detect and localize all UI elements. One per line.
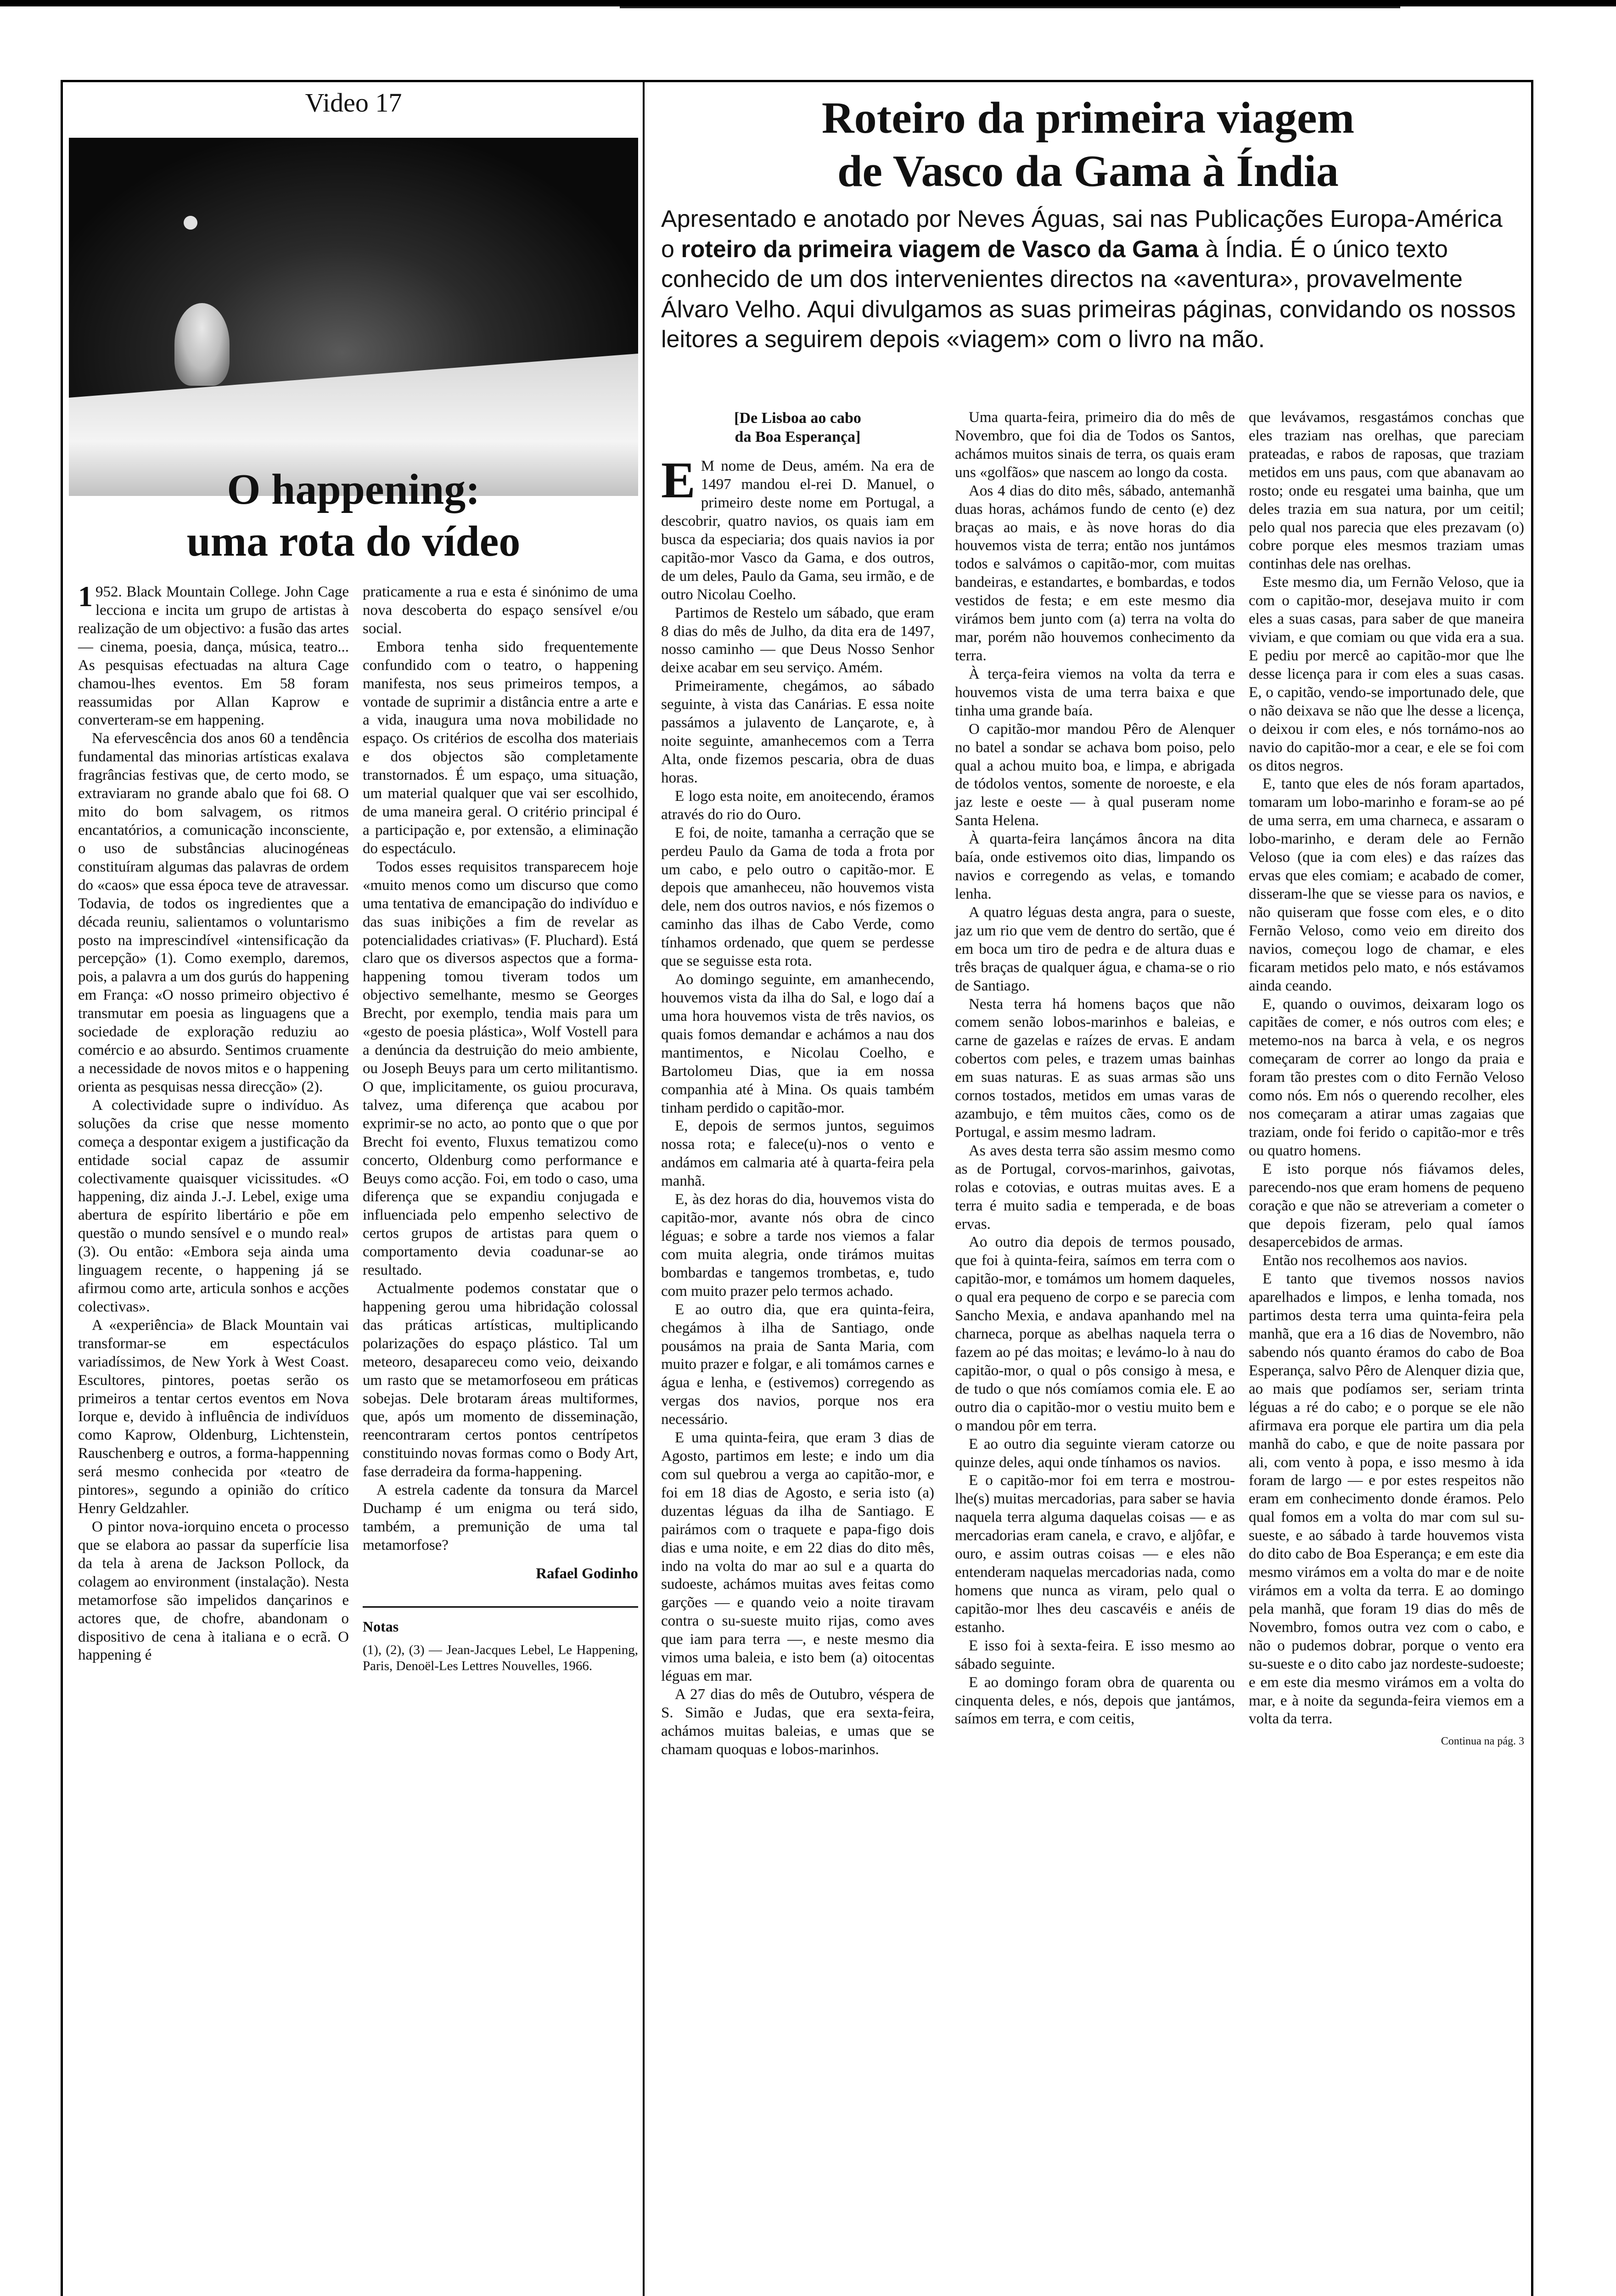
notes-title: Notas [363,1618,399,1635]
frame-border-right [1531,80,1533,2296]
notes-box [363,1606,638,1674]
paragraph: As aves desta terra são assim mesmo como as de Portugal, corvos-marinhos, gaivotas, rolas e cotovias, e outras muitas aves. E a terra é muito sadia e temperada, e de boas ervas. [955,1142,1235,1232]
paragraph: Actualmente podemos constatar que o happening gerou uma hibridação colossal das práticas artísticas, multiplicando polarizações do espaço plástico. Tal um meteoro, desapareceu como veio, deixando um rasto que se metamorfoseou em práticas sobejas. Dele brotaram áreas multiformes, que, após um momento de disseminação, reencontraram certos pontos centrípetos constituindo novas formas como o Body Art, fase derradeira da forma-happening. [363,1280,638,1480]
paragraph: Uma quarta-feira, primeiro dia do mês de Novembro, que foi dia de Todos os Santos, achámos muitos sinais de terra, os quais eram uns «golfãos» que nascem ao longo da costa. [955,409,1235,481]
paragraph: E, tanto que eles de nós foram apartados, tomaram um lobo-marinho e foram-se ao pé de uma serra, em uma charneca, e assaram o lobo-marinho, e deram dele ao Fernão Veloso (que ia com eles) e das raízes das ervas que eles comiam; e acabado de comer, disseram-lhe que se viesse para os navios, e não quiseram que fosse com eles, e o dito Fernão Veloso, como veio em direito dos navios, começou logo de chamar, e eles ficaram metidos pelo mato, e nós estávamos ainda ceando. [1249,776,1524,994]
paragraph: A quatro léguas desta angra, para o sueste, jaz um rio que vem de dentro do sertão, que é em boca um tiro de pedra e de altura duas e três braças de qualquer água, e chama-se o rio de Santiago. [955,904,1235,994]
paragraph: E foi, de noite, tamanha a cerração que se perdeu Paulo da Gama de toda a frota por um cabo, e pelo outro o capitão-mor. E depois que amanheceu, não houvemos vista dele, nem dos outros navios, e nós fizemos o caminho das ilhas de Cabo Verde, como tínhamos ordenado, que quem se perdesse que se seguisse esta rota. [661,824,934,970]
right-column-1 [661,409,934,1759]
left-headline-line1: O happening: [227,466,480,513]
paragraph: Embora tenha sido frequentemente confundido com o teatro, o happening manifesta, nos seus primeiros tempos, a vontade de suprimir a distância entre a arte e a vida, inaugura uma nova mobilidade no espaço. Os critérios de escolha dos materiais e dos objectos são completamente transtornados. É um espaço, uma situação, um material qualquer que vai ser escolhido, de uma maneira geral. O critério principal é a participação e, por extensão, a eliminação do espectáculo. [363,638,638,857]
right-headline-line2: de Vasco da Gama à Índia [837,146,1339,196]
lead-bold: roteiro da primeira viagem de Vasco da Gama [681,236,1199,263]
section-kicker: Video 17 [305,88,402,118]
paragraph: E isso foi à sexta-feira. E isso mesmo ao sábado seguinte. [955,1637,1235,1672]
paragraph: que levávamos, resgastámos conchas que eles traziam nas orelhas, que pareciam prateadas, e rabos de raposas, que traziam metidos em uns paus, com que abanavam ao rosto; onde eu resgatei uma bainha, que um deles trazia em sua natura, por um ceitil; pelo qual nos parecia que eles prezavam (o) cobre porque eles mesmos traziam umas continhas dele nas orelhas. [1249,409,1524,573]
right-headline [652,92,1524,198]
notes-text: (1), (2), (3) — Jean-Jacques Lebel, Le Happening, Paris, Denoël-Les Lettres Nouvelles, 1966. [363,1642,638,1673]
photo-seated-figure [174,303,230,386]
paragraph: Então nos recolhemos aos navios. [1262,1252,1468,1269]
paragraph: E uma quinta-feira, que eram 3 dias de Agosto, partimos em leste; e indo um dia com sul quebrou a verga ao capitão-mor, e foi em 18 dias de Agosto, e seria isto (a) duzentas léguas da ilha de Santiago. E pairámos com o traquete e papa-figo dois dias e uma noite, e em 22 dias do dito mês, indo na volta do mar ao sul e a quarta do sudoeste, achámos muitas aves feitas como garções — e quando veio a noite tiravam contra o su-sueste muito rijas, como aves que iam para terra —, e neste mesmo dia vimos uma baleia, e isto bem (a) oitocentas léguas em mar. [661,1429,934,1685]
right-headline-line1: Roteiro da primeira viagem [821,93,1355,143]
paragraph: E ao outro dia, que era quinta-feira, chegámos à ilha de Santiago, onde pousámos na praia de Santa Maria, com muito prazer e folgar, e ali tomámos carnes e água e lenha, e (estivemos) corregendo as vergas dos navios, porque nos era necessário. [661,1301,934,1428]
photo-light-spot [184,216,197,230]
paragraph: Todos esses requisitos transparecem hoje «muito menos como um discurso que como uma tentativa de emancipação do indivíduo e das suas inibições a fim de revelar as potencialidades criativas» (F. Pluchard). Está claro que os diversos aspectos que a forma-happening tomou tiveram todos um objectivo semelhante, mesmo se Georges Brecht, por exemplo, tendia mais para um «gesto de poesia plástica», Wolf Vostell para a denúncia da destruição do meio ambiente, ou Joseph Beuys para um certo militantismo. O que, implicitamente, os guiou procurava, talvez, uma diferença que acabou por exprimir-se no acto, ao ponto que o que por Brecht foi evento, Fluxus tematizou como concerto, Oldenburg como performance e Beuys como acção. Foi, em todo o caso, uma diferença que se expandiu conjugada e influenciada pelo empenho selectivo de certos grupos de artistas para quem o comportamento devia coadunar-se ao resultado. [363,858,638,1279]
paragraph [78,580,349,730]
paragraph-text: 952. Black Mountain College. John Cage lecciona e incita um grupo de artistas à realização de um objectivo: a fusão das artes — cinema, poesia, dança, música, teatro... As pesquisas efectuadas na altura Cage chamou-lhes eventos. Em 58 foram reassumidas por Allan Kaprow e converteram-se em happening. [78,584,349,729]
column-divider [643,80,645,2296]
paragraph: Primeiramente, chegámos, ao sábado seguinte, à vista das Canárias. E essa noite passámos a julavento de Lançarote, e, à noite seguinte, amanhecemos com a Terra Alta, onde fizemos pescaria, obra de duas horas. [661,678,934,786]
lead-text: Apresentado e anotado por Neves Águas, sai nas Publicações Europa-América o [661,206,1503,263]
left-column-2 [363,583,638,1674]
paragraph: E tanto que tivemos nossos navios aparelhados e limpos, e lenha tomada, nos partimos desta terra uma quinta-feira pela manhã, que era a 16 dias de Novembro, não sabendo nós quanto éramos do cabo de Boa Esperança, salvo Pêro de Alenquer dizia que, ao mais que podíamos ser, seriam trinta léguas a ré do cabo; e o porque se ele não afirmava era porque ele partira um dia pela manhã do cabo, e que de noite passara por ali, com vento à popa, e isso mesmo à ida foram de largo — e por estes respeitos não eram em conhecimento donde éramos. Pelo qual fomos em a volta do mar com sul su-sueste, e ao sábado à tarde houvemos vista do dito cabo de Boa Esperança; e em este dia mesmo virámos em a volta do mar e de noite virámos em a volta da terra. E ao domingo pela manhã, que foram 19 dias do mês de Novembro, fomos outra vez com o cabo, e não o pudemos dobrar, porque o vento era su-sueste e o dito cabo jaz nordeste-sudoeste; e em este dia mesmo virámos em a volta do mar, e à noite da segunda-feira viemos em a volta da terra. [1249,1271,1524,1728]
paragraph: À terça-feira viemos na volta da terra e houvemos vista de uma terra baixa e que tinha uma grande baía. [955,665,1235,719]
right-column-2 [955,409,1235,1728]
paragraph: Partimos de Restelo um sábado, que eram 8 dias do mês de Julho, da dita era de 1497, nosso caminho — que Deus Nosso Senhor deixe acabar em seu serviço. Amém. [661,604,934,676]
paragraph: A 27 dias do mês de Outubro, véspera de S. Simão e Judas, que era sexta-feira, achámos muitas baleias, e umas que se chamam quoquas e lobos-marinhos. [661,1686,934,1758]
paragraph: E, quando o ouvimos, deixaram logo os capitães de comer, e nós outros com eles; e metemo-nos na barca à vela, e os negros começaram de correr ao longo da praia e foram tão prestes com o dito Fernão Veloso como nós. Em nós o querendo recolher, eles nos começaram a atirar umas zagaias que traziam, onde foi ferido o capitão-mor e três ou quatro homens. [1249,996,1524,1159]
paragraph: Ao outro dia depois de termos pousado, que foi à quinta-feira, saímos em terra com o capitão-mor, e tomámos um homem daqueles, o qual era pequeno de corpo e se parecia com Sancho Mexia, e andava apanhando mel na charneca, porque as abelhas naquela terra o fazem ao pé das moitas; e levámo-lo à nau do capitão-mor, o qual o pôs consigo à mesa, e de tudo o que nós comíamos comia ele. E ao outro dia o capitão-mor o vestiu muito bem e o mandou pôr em terra. [955,1234,1235,1434]
right-column-3 [1249,409,1524,1748]
paragraph: Este mesmo dia, um Fernão Veloso, que ia com o capitão-mor, desejava muito ir com eles a suas casas, para saber de que maneira viviam, e que comiam ou que vida era a sua. E pediu por mercê ao capitão-mor que lhe desse licença para ir com eles a suas casas. E, o capitão, vendo-se importunado dele, que o não deixava se não que lhe desse a licença, o deixou ir com eles, e nós tornámo-nos ao navio do capitão-mor a cear, e ele se foi com os ditos negros. [1249,574,1524,774]
paragraph: E, depois de sermos juntos, seguimos nossa rota; e falece(u)-nos o vento e andámos em calmaria até à quarta-feira pela manhã. [661,1118,934,1190]
paragraph: A estrela cadente da tonsura da Marcel Duchamp é um enigma ou terá sido, também, a premunição de uma tal metamorfose? [363,1482,638,1553]
article-lead [661,204,1520,355]
subhead-line2: da Boa Esperança] [735,428,861,446]
paragraph: A «experiência» de Black Mountain vai transformar-se em espectáculos variadíssimos, de New York à West Coast. Escultores, pintores, poetas serão os primeiros a tentar certos eventos em Nova Iorque e, devido à influência de indivíduos como Kaprow, Oldenburg, Lichtenstein, Rauschenberg e outros, a forma-happenning será mesmo conhecida por «teatro de pintores», segundo a opinião do crítico Henry Geldzahler. [78,1317,349,1517]
paragraph: E ao domingo foram obra de quarenta ou cinquenta deles, e nós, depois que jantámos, saímos em terra, e com ceitis, [955,1674,1235,1728]
left-headline-line2: uma rota do vídeo [186,517,521,565]
paragraph: A colectividade supre o indivíduo. As soluções da crise que nesse momento começa a despontar exigem a justificação da entidade social capaz de assumir colectivamente quaisquer vicissitudes. «O happening, diz ainda J.-J. Lebel, exige uma abertura de espírito libertário e põe em questão o mundo sensível e o mundo real» (3). Ou então: «Embora seja ainda uma linguagem recente, o happening já se afirmou como arte, articula sonhos e acções colectivas». [78,1097,349,1315]
paragraph: Nesta terra há homens baços que não comem senão lobos-marinhos e baleias, e carne de gazelas e raízes de ervas. E andam cobertos com peles, e trazem umas bainhas em suas naturas. E as suas armas são uns cornos tostados, metidos em umas varas de azambujo, e têm muitos cães, como os de Portugal, e assim mesmo ladram. [955,996,1235,1141]
paragraph: O pintor nova-iorquino enceta o processo que se elabora ao passar da superfície lisa da tela à arena de Jackson Pollock, da colagem ao environment (instalação). Nesta metamorfose são impelidos dançarinos e actores que, de chofre, abandonam o dispositivo de cena à italiana e o ecrã. O happening é [78,1519,349,1664]
paragraph: O capitão-mor mandou Pêro de Alenquer no batel a sondar se achava bom poiso, pelo qual a achou muito boa, e limpa, e abrigada de tódolos ventos, somente de noroeste, e ela jaz leste e oeste — à qual puseram nome Santa Helena. [955,720,1235,829]
paragraph [661,452,934,604]
drop-number: 1 [78,580,93,613]
left-column-1 [78,580,349,1665]
frame-border-left [61,80,63,2296]
scan-edge-line [620,6,1400,8]
paragraph: E logo esta noite, em anoitecendo, éramos através do rio do Ouro. [661,788,934,823]
paragraph: E o capitão-mor foi em terra e mostrou-lhe(s) muitas mercadorias, para saber se havia naquela terra alguma daquelas coisas — e as mercadorias eram canela, e cravo, e aljôfar, e ouro, e assim outras coisas — e eles não entenderam naquelas mercadorias nada, como homens que nunca as viram, pelo qual o capitão-mor lhes deu cascavéis e anéis de estanho. [955,1472,1235,1636]
subhead-line1: [De Lisboa ao cabo [734,410,861,427]
paragraph: E isto porque nós fiávamos deles, parecendo-nos que eram homens de pequeno coração e que não se atreveriam a cometer o que depois fizeram, pelo qual íamos desapercebidos de armas. [1249,1160,1524,1251]
paragraph: E, às dez horas do dia, houvemos vista do capitão-mor, avante nós obra de cinco léguas; e sobre a tarde nos viemos a falar com muita alegria, onde tirámos muitas bombardas e tangemos trombetas, e, tudo com muito prazer pelo termos achado. [661,1191,934,1300]
frame-border-top [61,80,1533,82]
scan-edge-top [0,0,1616,6]
left-headline [69,464,638,568]
paragraph: À quarta-feira lançámos âncora na dita baía, onde estivemos oito dias, limpando os navios e corregendo as velas, e tomando lenha. [955,831,1235,902]
paragraph: Na efervescência dos anos 60 a tendência fundamental das minorias artísticas exalava fragrâncias festivas que, de certo modo, se extraviaram no grande abalo que foi 68. O mito do bom salvagem, os ritmos encantatórios, a comunicação inconsciente, o uso de substâncias alucinogéneas constituíram algumas das palavras de ordem do «caos» que essa época teve de atravessar. Todavia, de todos os ingredientes que a década reuniu, salientamos o voluntarismo posto na imprescindível «intensificação da percepção» (1). Como exemplo, daremos, pois, a palavra a um dos gurús do happening em França: «O nosso primeiro objectivo é transmutar em poesia as linguagens que a sociedade de exploração reduziu ao comércio e ao absurdo. Sentimos cruamente a necessidade de novos mitos e o happening orienta as pesquisas nessa direcção» (2). [78,730,349,1095]
paragraph-text: M nome de Deus, amém. Na era de 1497 mandou el-rei D. Manuel, o primeiro deste nome em Portugal, a descobrir, quatro navios, os quais iam em busca da especiaria; dos quais navios ia por capitão-mor Vasco da Gama, e dos outros, de um deles, Paulo da Gama, seu irmão, e de outro Nicolau Coelho. [661,458,934,603]
drop-cap: E [661,452,696,509]
paragraph: praticamente a rua e esta é sinónimo de uma nova descoberta do espaço sensível e/ou social. [363,584,638,637]
lead-text: à Índia. É o único texto conhecido de um dos intervenientes directos na «aventura», provavelmente Álvaro Velho. Aqui divulgamos as suas primeiras páginas, convidando os nossos leitores a seguirem depois «viagem» com o livro na mão. [661,236,1516,353]
section-subhead [661,409,934,446]
author-byline: Rafael Godinho [536,1565,638,1582]
paragraph: Ao domingo seguinte, em amanhecendo, houvemos vista da ilha do Sal, e logo daí a uma hora houvemos vista de três navios, os quais fomos demandar e achámos a nau dos mantimentos, e Nicolau Coelho, e Bartolomeu Dias, que ia em nossa companhia até à Mina. Os quais também tinham perdido o capitão-mor. [661,971,934,1116]
continued-note: Continua na pág. 3 [1441,1735,1524,1748]
paragraph: Aos 4 dias do dito mês, sábado, antemanhã duas horas, achámos fundo de cento (e) dez braças ao mais, e às nove horas do dia houvemos vista de terra; então nos juntámos todos e salvámos o capitão-mor, com muitas bandeiras, e estandartes, e bombardas, e todos vestidos de festa; e em este mesmo dia virámos bem junto com (a) terra na volta do mar, porém não houvemos conhecimento da terra. [955,482,1235,664]
paragraph: E ao outro dia seguinte vieram catorze ou quinze deles, aqui onde tínhamos os navios. [955,1435,1235,1471]
article-photo [69,138,638,496]
